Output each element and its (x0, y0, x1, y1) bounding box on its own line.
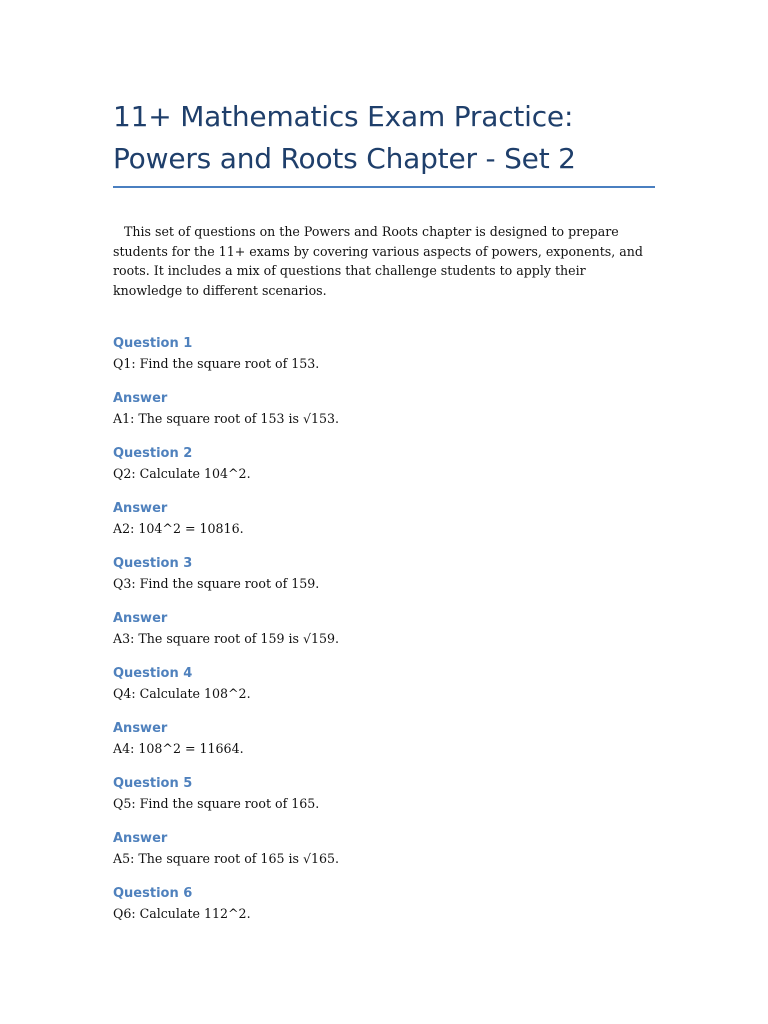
answer-text: A5: The square root of 165 is √165. (113, 851, 340, 866)
answer-text: A4: 108^2 = 11664. (113, 741, 244, 756)
answer-heading: Answer (113, 721, 168, 736)
question-block-1 (113, 335, 655, 373)
title-line-2: Powers and Roots Chapter - Set 2 (113, 142, 576, 175)
intro-paragraph: This set of questions on the Powers and Roots chapter is designed to prepare students for the 11+ exams by covering various aspects of powers, exponents, and roots. It includes a mix of questions that challenge students to apply their knowledge to different scenarios. (113, 224, 643, 298)
title-underline (113, 186, 655, 188)
answer-heading: Answer (113, 391, 168, 406)
question-heading: Question 1 (113, 336, 193, 351)
answer-text: A2: 104^2 = 10816. (113, 521, 244, 536)
question-block-2 (113, 445, 655, 483)
question-heading: Question 4 (113, 666, 193, 681)
question-heading: Question 5 (113, 776, 193, 791)
answer-block-5 (113, 830, 655, 868)
question-block-6 (113, 885, 655, 923)
answer-text: A3: The square root of 159 is √159. (113, 631, 340, 646)
question-heading: Question 3 (113, 556, 193, 571)
question-text: Q6: Calculate 112^2. (113, 906, 251, 921)
question-block-3 (113, 555, 655, 593)
answer-block-2 (113, 500, 655, 538)
title-line-1: 11+ Mathematics Exam Practice: (113, 100, 574, 133)
question-answer-list (113, 335, 655, 923)
answer-block-4 (113, 720, 655, 758)
question-text: Q1: Find the square root of 153. (113, 356, 320, 371)
answer-heading: Answer (113, 831, 168, 846)
question-text: Q3: Find the square root of 159. (113, 576, 320, 591)
question-block-4 (113, 665, 655, 703)
question-block-5 (113, 775, 655, 813)
answer-heading: Answer (113, 611, 168, 626)
answer-block-3 (113, 610, 655, 648)
question-heading: Question 6 (113, 886, 193, 901)
answer-text: A1: The square root of 153 is √153. (113, 411, 340, 426)
question-text: Q4: Calculate 108^2. (113, 686, 251, 701)
question-heading: Question 2 (113, 446, 193, 461)
answer-block-1 (113, 390, 655, 428)
question-text: Q5: Find the square root of 165. (113, 796, 320, 811)
question-text: Q2: Calculate 104^2. (113, 466, 251, 481)
document-page (113, 96, 655, 940)
answer-heading: Answer (113, 501, 168, 516)
document-title (113, 96, 655, 186)
